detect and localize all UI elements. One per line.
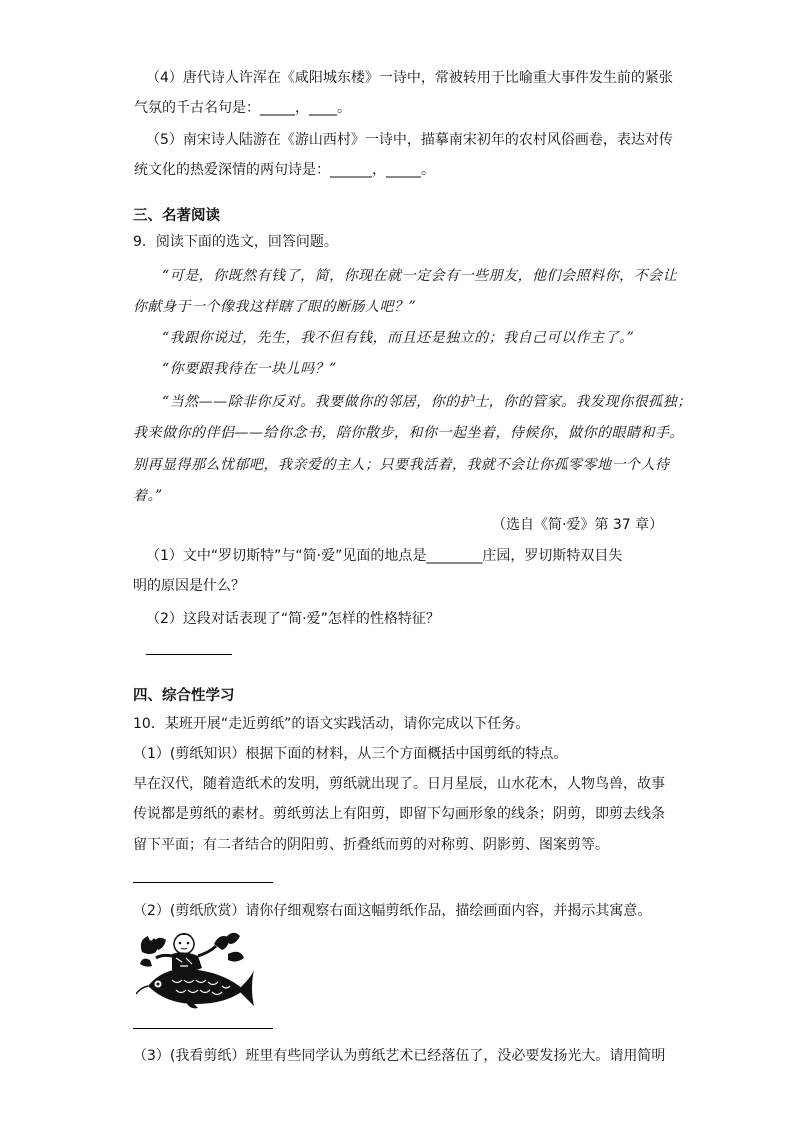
passage-line: 我来做你的伴侣——给你念书，陪你散步，和你一起坐着，侍候你，做你的眼睛和手。 [133, 425, 684, 441]
papercut-child-fish-image [136, 930, 254, 1010]
material-line: 传说都是剪纸的素材。剪纸剪法上有阳剪，即留下勾画形象的线条；阴剪，即剪去线条 [133, 806, 665, 822]
passage-line: “当然——除非你反对。我要做你的邻居，你的护士，你的管家。我发现你很孤独； [162, 394, 692, 410]
q9-stem: 9．阅读下面的选文，回答问题。 [133, 234, 338, 250]
section-heading-integrated: 四、综合性学习 [133, 688, 235, 704]
q9-sub1-line1: （1）文中“罗切斯特”与“简·爱”见面的地点是________庄园，罗切斯特双目失 [146, 548, 623, 564]
passage-line: 你献身于一个像我这样瞎了眼的断肠人吧？” [133, 299, 417, 315]
passage-source: （选自《简·爱》第 37 章） [492, 517, 664, 533]
passage-line: “你要跟我待在一块儿吗？” [162, 361, 337, 377]
answer-line [146, 654, 232, 655]
passage-line: “可是，你既然有钱了，简，你现在就一定会有一些朋友，他们会照料你，不会让 [162, 268, 678, 284]
passage-line: “我跟你说过，先生，我不但有钱，而且还是独立的；我自己可以作主了。” [162, 330, 635, 346]
q10-sub1: （1）(剪纸知识）根据下面的材料，从三个方面概括中国剪纸的特点。 [133, 746, 568, 762]
q9-sub1-line2: 明的原因是什么？ [133, 578, 245, 594]
passage-line: 着。” [133, 488, 163, 504]
q10-stem: 10．某班开展“走近剪纸”的语文实践活动，请你完成以下任务。 [133, 716, 530, 732]
q8-part4-line1: （4）唐代诗人许浑在《咸阳城东楼》一诗中，常被转用于比喻重大事件发生前的紧张 [146, 70, 673, 86]
q8-part4-line2: 气氛的千古名句是：_____，____。 [134, 100, 351, 116]
q9-sub2: （2）这段对话表现了“简·爱”怎样的性格特征？ [146, 611, 440, 627]
q8-part5-line2: 统文化的热爱深情的两句诗是：______，_____。 [134, 162, 435, 178]
answer-line [133, 882, 273, 883]
q10-sub2: （2）(剪纸欣赏）请你仔细观察右面这幅剪纸作品，描绘画面内容，并揭示其寓意。 [133, 903, 652, 919]
q8-part5-line1: （5）南宋诗人陆游在《游山西村》一诗中，描摹南宋初年的农村风俗画卷，表达对传 [146, 132, 673, 148]
material-line: 留下平面；有二者结合的阴阳剪、折叠纸而剪的对称剪、阴影剪、图案剪等。 [133, 837, 609, 853]
answer-line [133, 1028, 273, 1029]
passage-line: 别再显得那么忧郁吧，我亲爱的主人；只要我活着，我就不会让你孤零零地一个人待 [133, 457, 670, 473]
material-line: 早在汉代，随着造纸术的发明，剪纸就出现了。日月星辰，山水花木，人物鸟兽，故事 [133, 776, 665, 792]
section-heading-reading: 三、名著阅读 [133, 208, 220, 224]
q10-sub3: （3）(我看剪纸）班里有些同学认为剪纸艺术已经落伍了，没必要发扬光大。请用简明 [133, 1048, 666, 1064]
